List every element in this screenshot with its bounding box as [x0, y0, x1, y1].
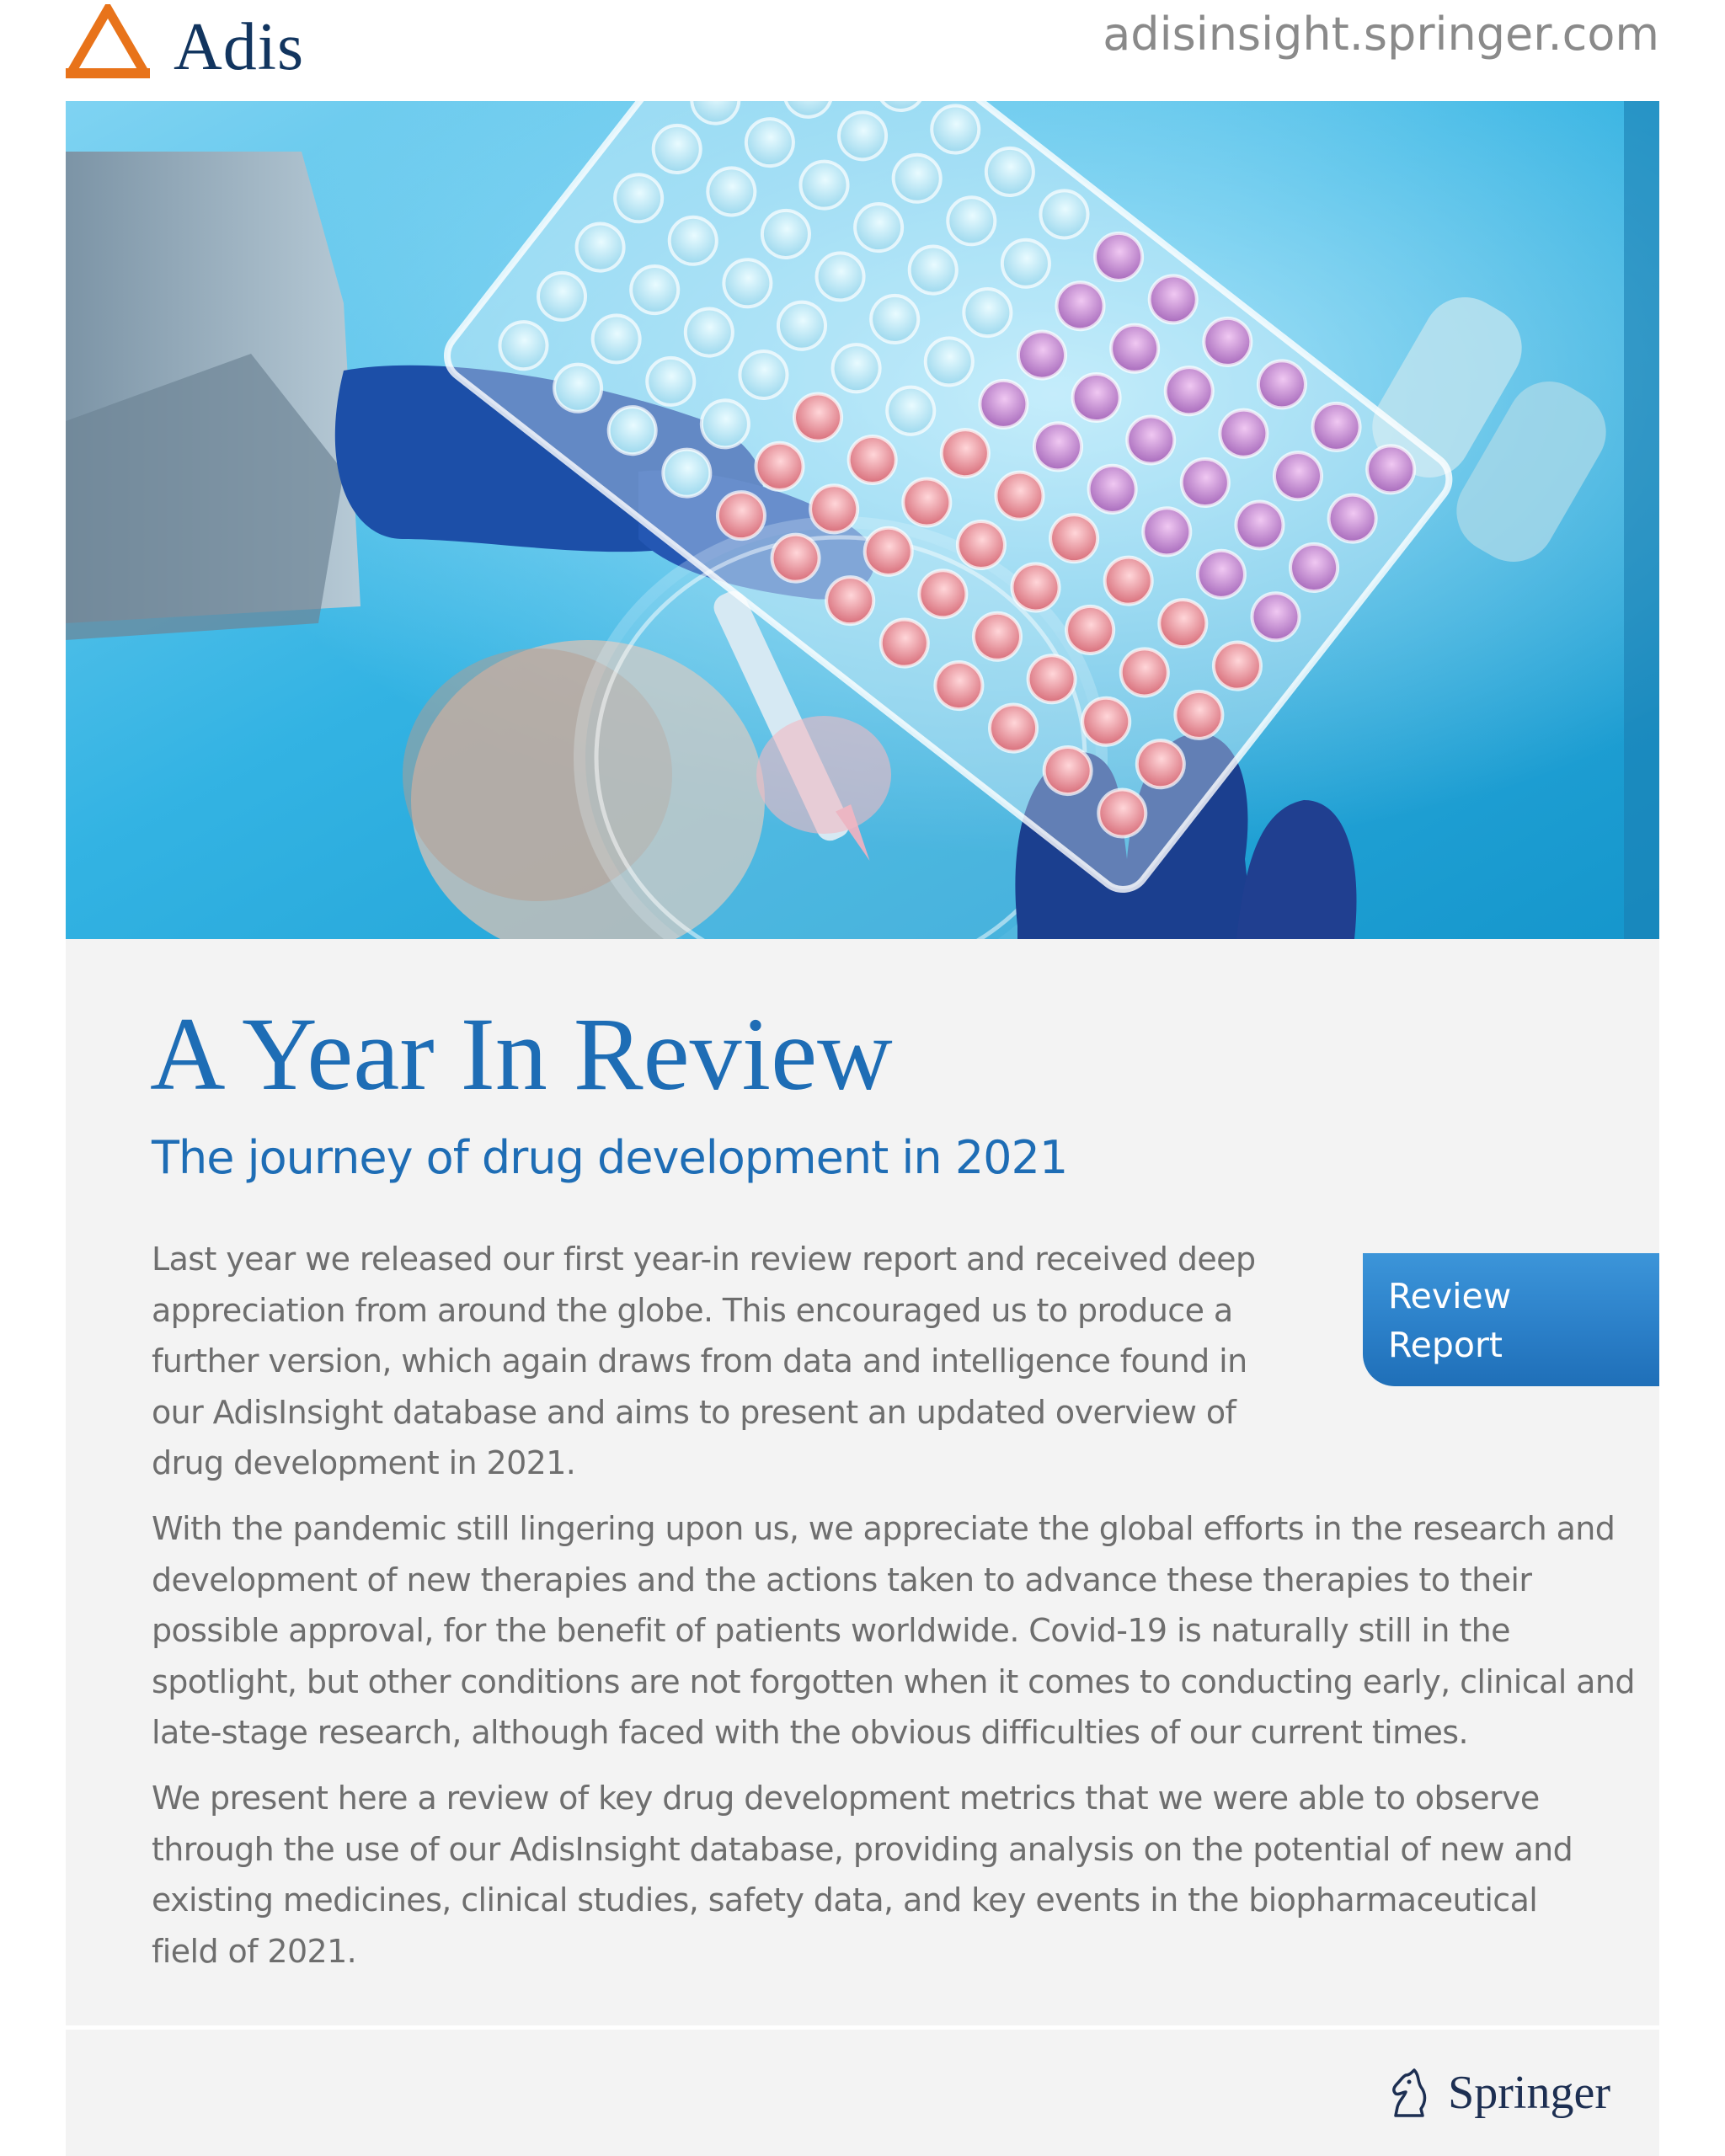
content-panel: [66, 939, 1659, 2025]
review-report-badge: [1363, 1253, 1659, 1386]
adis-logo[interactable]: [66, 0, 304, 84]
badge-line-1: Review: [1388, 1276, 1512, 1316]
page-title: A Year In Review: [150, 996, 893, 1112]
springer-horse-icon: [1384, 2065, 1434, 2121]
intro-paragraph: Last year we released our first year-in review report and received deep appreciation from around the globe. This encouraged us to produce a further version, which again draws from data and intelligence found in our AdisInsight database and aims to present an updated overview of drug development in 2021.: [152, 1241, 1256, 1481]
page-header: [0, 0, 1725, 101]
page-subtitle: The journey of drug development in 2021: [152, 1131, 1068, 1184]
laboratory-photo-icon: [66, 101, 1659, 939]
pandemic-paragraph: With the pandemic still lingering upon us, we appreciate the global efforts in the research and development of new therapies and the actions taken to advance these therapies to their possible approval, for the benefit of patients worldwide. Covid-19 is naturally still in the spotlight, but other conditions are not forgotten when it comes to conducting early, clinical and late-stage research, although faced with the obvious difficulties of our current times.: [152, 1510, 1635, 1751]
hero-image: [66, 101, 1659, 939]
badge-line-2: Report: [1388, 1325, 1503, 1365]
page-footer: [66, 2030, 1659, 2156]
adis-brand-name: Adis: [174, 10, 305, 84]
springer-name: Springer: [1448, 2067, 1610, 2119]
adis-triangle-icon: [66, 4, 150, 80]
metrics-paragraph: We present here a review of key drug development metrics that we were able to observe through the use of our AdisInsight database, providing analysis on the potential of new and existing medicines, clinical studies, safety data, and key events in the biopharmaceutical field of 2021.: [152, 1780, 1573, 1970]
site-url-link[interactable]: adisinsight.springer.com: [1103, 8, 1659, 61]
springer-logo[interactable]: [1384, 2065, 1610, 2121]
